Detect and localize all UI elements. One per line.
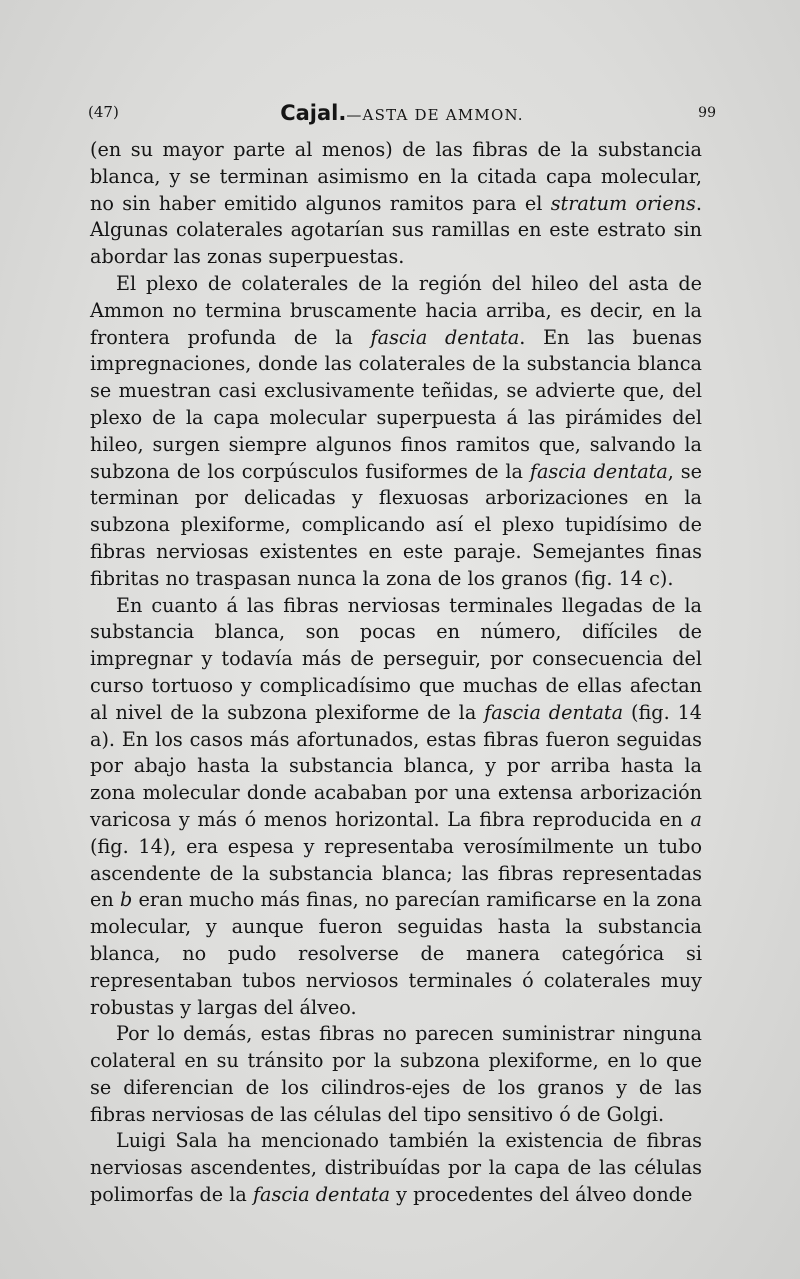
text-run: El plexo de colaterales de la región del hileo del asta de Ammon no termina bruscamente hacia arriba, es decir, en la frontera profunda de la (90, 271, 702, 349)
italic-term: fascia dentata (252, 1183, 391, 1207)
body-text (90, 137, 702, 1209)
italic-term: b (119, 888, 133, 912)
page-number: 99 (698, 105, 716, 121)
italic-term: a (690, 807, 702, 831)
header-author: Cajal. (280, 101, 347, 125)
paragraph (90, 271, 702, 593)
text-run: . En las buenas impregnaciones, donde las colaterales de la substancia blanca se muestran casi exclusivamente teñidas, se advierte que, del plexo de la capa molecular superpuesta á las pirámides del hileo, surgen siempre algunos finos ramitos que, salvando la subzona de los corpúsculos fusiformes de la (90, 325, 702, 483)
text-run: , se terminan por delicadas y flexuosas arborizaciones en la subzona plexiforme, complicando así el plexo tupidísimo de fibras nerviosas existentes en este paraje. Semejantes finas fibritas no traspasan nunca la zona de los granos (fig. 14 c). (90, 459, 702, 590)
text-run: (fig. 14 a). En los casos más afortunados, estas fibras fueron seguidas por abajo hasta la substancia blanca, y por arriba hasta la zona molecular donde acababan por una extensa arborización varicosa y más ó menos horizontal. La fibra reproducida en (90, 700, 702, 831)
header-section-number: (47) (88, 103, 119, 121)
text-run: eran mucho más finas, no parecían ramificarse en la zona molecular, y aunque fueron seguidas hasta la substancia blanca, no pudo resolverse de manera categórica si representaban tubos nerviosos terminales ó colaterales muy robustas y largas del álveo. (90, 888, 703, 1019)
text-run: . Algunas colaterales agotarían sus ramillas en este estrato sin abordar las zonas superpuestas. (90, 191, 702, 269)
text-run: En cuanto á las fibras nerviosas terminales llegadas de la substancia blanca, son pocas en número, difíciles de impregnar y todavía más de perseguir, por consecuencia del curso tortuoso y complicadísimo que muchas de ellas afectan al nivel de la subzona plexiforme de la (90, 593, 702, 724)
paragraph (90, 137, 702, 271)
text-run: Por lo demás, estas fibras no parecen suministrar ninguna colateral en su tránsito por la subzona plexiforme, en lo que se diferencian de los cilindros-ejes de los granos y de las fibras nerviosas de las células del tipo sensitivo ó de Golgi. (90, 1022, 702, 1126)
paragraph (90, 1021, 702, 1128)
italic-term: fascia dentata (484, 700, 624, 724)
running-header (88, 101, 716, 127)
italic-term: fascia dentata (370, 325, 520, 349)
paragraph (90, 1128, 702, 1208)
header-title (88, 101, 716, 125)
text-run: Luigi Sala ha mencionado también la existencia de fibras nerviosas ascendentes, distribuídas por la capa de las células polimorfas de la (90, 1129, 702, 1207)
text-run: y procedentes del álveo donde (390, 1183, 693, 1207)
italic-term: stratum oriens (550, 191, 696, 215)
header-subject: —ASTA DE AMMON. (346, 106, 524, 124)
text-run: (en su mayor parte al menos) de las fibras de la substancia blanca, y se terminan asimismo en la citada capa molecular, no sin haber emitido algunos ramitos para el (90, 138, 702, 215)
text-run: (fig. 14), era espesa y representaba verosímilmente un tubo ascendente de la substancia blanca; las fibras representadas en (90, 834, 702, 912)
paragraph (90, 593, 702, 1022)
italic-term: fascia dentata (529, 459, 668, 483)
